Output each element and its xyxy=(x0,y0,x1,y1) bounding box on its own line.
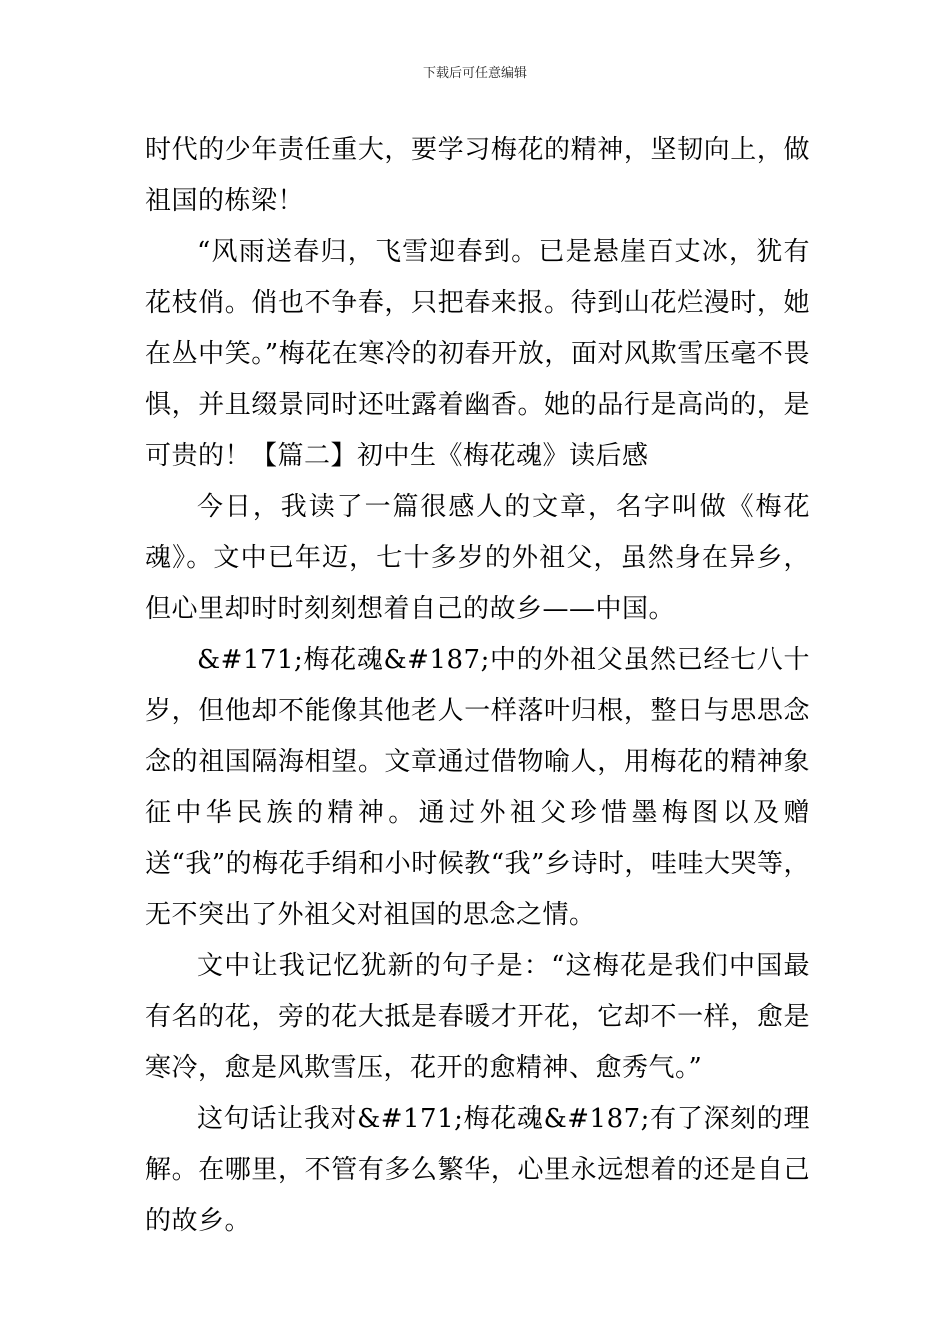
page-header: 下载后可任意编辑 xyxy=(422,66,527,81)
paragraph-6: 这句话让我对&#171;梅花魂&#187;有了深刻的理解。在哪里，不管有多么繁华，心里永远想着的还是自己的故乡。 xyxy=(145,1104,810,1236)
paragraph-1: 时代的少年责任重大，要学习梅花的精神，坚韧向上，做祖国的栋梁！ xyxy=(145,135,810,216)
paragraph-2: “风雨送春归，飞雪迎春到。已是悬崖百丈冰，犹有花枝俏。俏也不争春，只把春来报。待到山花烂漫时，她在丛中笑。”梅花在寒冷的初春开放，面对风欺雪压毫不畏惧，并且缀景同时还吐露着幽香。她的品行是高尚的，是可贵的！【篇二】初中生《梅花魂》读后感 xyxy=(145,237,810,471)
document-body xyxy=(145,125,810,1247)
paragraph-3: 今日，我读了一篇很感人的文章，名字叫做《梅花魂》。文中已年迈，七十多岁的外祖父，虽然身在异乡，但心里却时时刻刻想着自己的故乡——中国。 xyxy=(145,492,810,624)
paragraph-4: &#171;梅花魂&#187;中的外祖父虽然已经七八十岁，但他却不能像其他老人一样落叶归根，整日与思思念念的祖国隔海相望。文章通过借物喻人，用梅花的精神象征中华民族的精神。通过外祖父珍惜墨梅图以及赠送“我”的梅花手绢和小时候教“我”乡诗时，哇哇大哭等，无不突出了外祖父对祖国的思念之情。 xyxy=(145,645,810,930)
paragraph-5: 文中让我记忆犹新的句子是：“这梅花是我们中国最有名的花，旁的花大抵是春暖才开花，它却不一样，愈是寒冷，愈是风欺雪压，花开的愈精神、愈秀气。” xyxy=(145,951,810,1083)
